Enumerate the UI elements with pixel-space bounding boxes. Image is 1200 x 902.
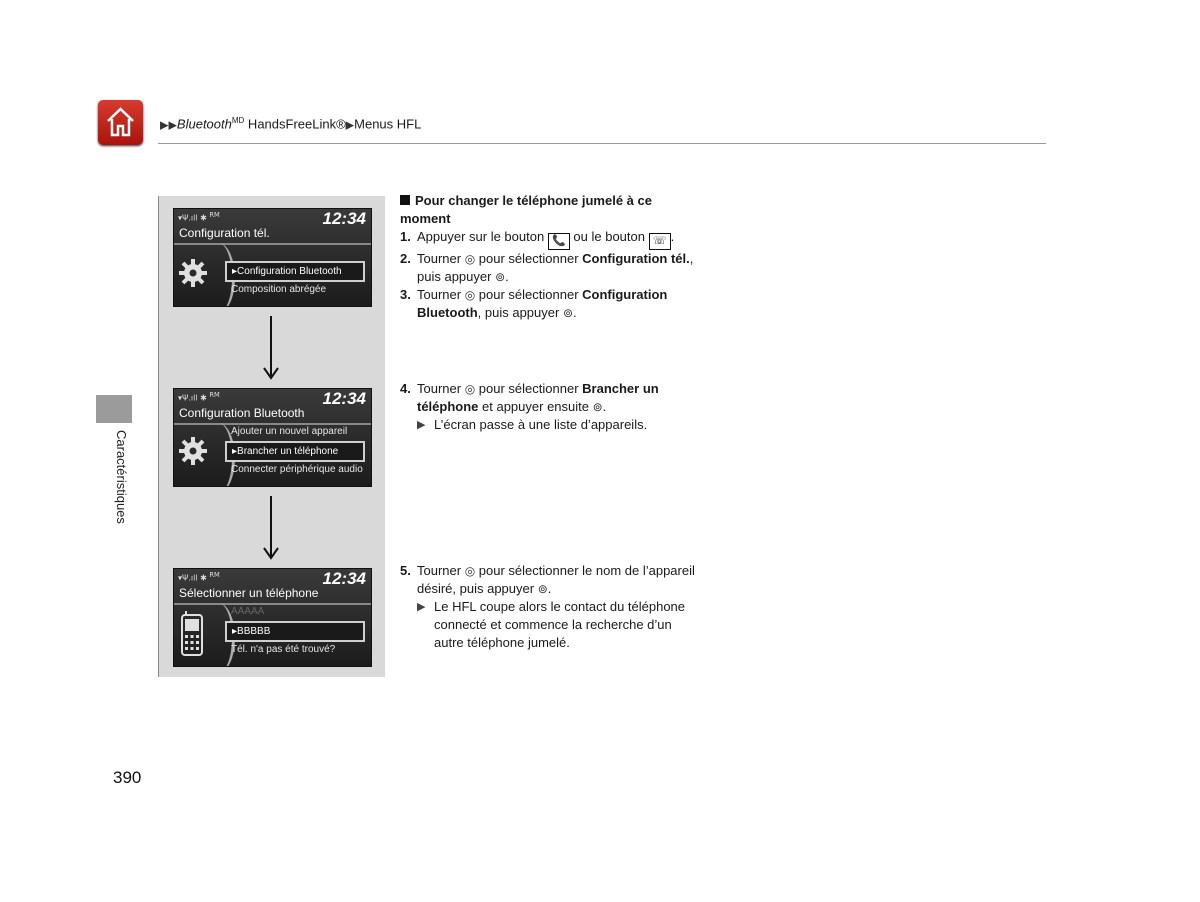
section-heading (400, 192, 700, 228)
menu-item-connecter-audio[interactable]: Connecter périphérique audio (231, 464, 363, 475)
menu-item-label: Configuration Bluetooth (237, 266, 342, 277)
step-bold: Configuration tél. (582, 251, 690, 266)
step-number: 4. (400, 381, 411, 396)
list-item-tel-non-trouve[interactable]: Tél. n'a pas été trouvé? (231, 644, 336, 655)
instructions-block-1 (400, 192, 700, 322)
breadcrumb-arrow-icon: ▶▶ (160, 119, 177, 132)
breadcrumb-md: MD (231, 116, 245, 125)
step-text: . (602, 399, 607, 414)
menu-item-label: Brancher un téléphone (237, 446, 339, 457)
step-text: Tourner (417, 251, 465, 266)
screen-title: Sélectionner un téléphone (179, 586, 319, 600)
header-divider (158, 143, 1046, 144)
selection-pointer-icon: ▸ (232, 446, 238, 457)
menu-item-label: BBBBB (237, 626, 271, 637)
status-text: ▾Ψ.ıll ✱ (178, 393, 207, 403)
clock: 12:34 (322, 209, 366, 228)
result-text: Le HFL coupe alors le contact du téléphone connecté et commence la recherche d’un autre téléphone jumelé. (434, 599, 686, 650)
status-rm: RM (209, 571, 220, 579)
result-text: L’écran passe à une liste d’appareils. (434, 417, 648, 432)
screen-configuration-bluetooth (173, 388, 372, 487)
menu-item-ajouter-appareil[interactable]: Ajouter un nouvel appareil (231, 426, 348, 437)
status-icons (178, 571, 220, 583)
screen-configuration-tel (173, 208, 372, 307)
home-button[interactable] (98, 100, 143, 145)
step-text: pour sélectionner (475, 287, 583, 302)
step-text: pour sélectionner (475, 251, 583, 266)
step-text: . (505, 269, 509, 284)
step-text: , puis appuyer (477, 305, 563, 320)
instructions-block-2 (400, 380, 700, 434)
chapter-tab[interactable] (96, 395, 132, 423)
step-5-result (400, 598, 700, 652)
clock: 12:34 (322, 569, 366, 588)
pick-up-button-icon: ☏ (649, 233, 671, 250)
step-number: 1. (400, 229, 411, 244)
rotate-knob-icon: ◎ (464, 564, 476, 578)
step-text: Tourner (417, 563, 465, 578)
selection-pointer-icon: ▸ (232, 626, 238, 637)
step-number: 2. (400, 251, 411, 266)
step-text: pour sélectionner (475, 381, 583, 396)
result-arrow-icon: ▶ (417, 419, 426, 431)
status-icons (178, 391, 220, 403)
down-arrow-icon (262, 496, 280, 566)
breadcrumb-bluetooth[interactable]: Bluetooth (176, 116, 232, 132)
status-icons (178, 211, 220, 223)
clock: 12:34 (322, 389, 366, 408)
step-4-result (400, 416, 700, 434)
step-text: Appuyer sur le bouton (417, 229, 548, 244)
rotate-knob-icon: ◎ (464, 382, 476, 396)
square-bullet-icon (400, 195, 410, 205)
step-text: ou le bouton (569, 229, 649, 244)
breadcrumb-menus-hfl[interactable]: Menus HFL (354, 116, 422, 132)
step-bold: Brancher un téléphone (417, 381, 659, 414)
step-bold: Configuration Bluetooth (417, 287, 668, 320)
breadcrumb-hfl[interactable]: HandsFreeLink® (244, 116, 346, 132)
instructions-block-3 (400, 562, 700, 652)
breadcrumb-arrow-icon: ▶ (345, 119, 355, 132)
chapter-label: Caractéristiques (114, 430, 129, 524)
step-text: . (670, 229, 675, 244)
step-number: 3. (400, 287, 411, 302)
step-2 (400, 250, 700, 286)
step-text: et appuyer ensuite (478, 399, 593, 414)
press-knob-icon: ⊚ (562, 306, 573, 320)
page-number: 390 (113, 768, 142, 787)
step-number: 5. (400, 563, 411, 578)
press-knob-icon: ⊚ (592, 400, 603, 414)
status-text: ▾Ψ.ıll ✱ (178, 573, 207, 583)
status-rm: RM (209, 391, 220, 399)
step-text: Tourner (417, 381, 465, 396)
list-item-bbbbb[interactable] (225, 621, 365, 642)
section-heading-text: Pour changer le téléphone jumelé à ce moment (400, 193, 652, 226)
press-knob-icon: ⊚ (495, 270, 506, 284)
down-arrow-icon (262, 316, 280, 386)
status-rm: RM (209, 211, 220, 219)
list-item-aaaaa[interactable]: AAAAA (231, 606, 265, 617)
screen-selectionner-telephone (173, 568, 372, 667)
step-text: pour sélectionner le nom de l’appareil désiré, puis appuyer (417, 563, 695, 596)
result-arrow-icon: ▶ (417, 601, 426, 613)
step-text: Tourner (417, 287, 465, 302)
screen-title: Configuration Bluetooth (179, 406, 305, 420)
breadcrumb (160, 116, 421, 131)
menu-item-configuration-bluetooth[interactable] (225, 261, 365, 282)
step-1 (400, 228, 700, 250)
step-text: . (573, 305, 577, 320)
menu-item-composition-abregee[interactable]: Composition abrégée (231, 284, 327, 295)
screen-title: Configuration tél. (179, 226, 270, 240)
step-text: . (547, 581, 552, 596)
step-5 (400, 562, 700, 598)
step-text: , puis appuyer (417, 251, 694, 284)
phone-button-icon: 📞 (548, 233, 570, 250)
rotate-knob-icon: ◎ (464, 288, 476, 302)
step-4 (400, 380, 700, 416)
home-icon (105, 106, 136, 138)
menu-item-brancher-telephone[interactable] (225, 441, 365, 462)
rotate-knob-icon: ◎ (464, 252, 476, 266)
status-text: ▾Ψ.ıll ✱ (178, 213, 207, 223)
step-3 (400, 286, 700, 322)
selection-pointer-icon: ▸ (232, 266, 238, 277)
press-knob-icon: ⊚ (537, 582, 548, 596)
